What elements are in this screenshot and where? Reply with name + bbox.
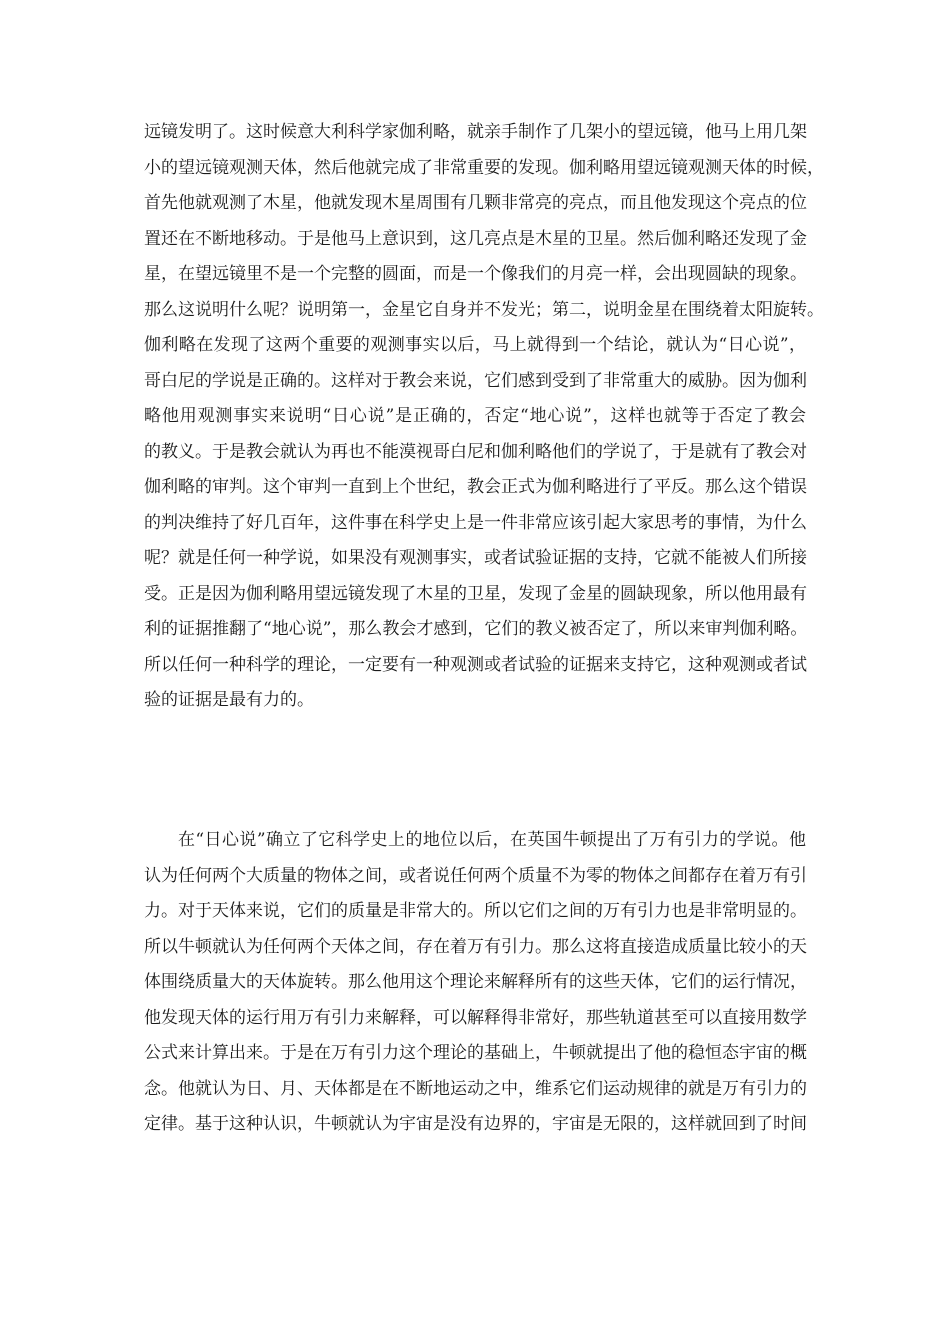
text-line: 远镜发明了。这时候意大利科学家伽利略，就亲手制作了几架小的望远镜，他马上用几架	[144, 122, 807, 142]
text-line: 首先他就观测了木星，他就发现木星周围有几颗非常亮的亮点，而且他发现这个亮点的位	[144, 193, 807, 213]
text-line: 念。他就认为日、月、天体都是在不断地运动之中，维系它们运动规律的就是万有引力的	[144, 1078, 807, 1099]
text-line: 他发现天体的运行用万有引力来解释，可以解释得非常好，那些轨道甚至可以直接用数学	[144, 1007, 807, 1028]
text-line: 认为任何两个大质量的物体之间，或者说任何两个质量不为零的物体之间都存在着万有引	[144, 865, 807, 886]
text-line: 力。对于天体来说，它们的质量是非常大的。所以它们之间的万有引力也是非常明显的。	[144, 901, 807, 921]
text-line: 呢？就是任何一种学说，如果没有观测事实，或者试验证据的支持，它就不能被人们所接	[144, 548, 807, 568]
text-line: 那么这说明什么呢？说明第一，金星它自身并不发光；第二，说明金星在围绕着太阳旋转。	[144, 299, 824, 320]
paragraph-galileo	[144, 115, 824, 719]
text-line: 公式来计算出来。于是在万有引力这个理论的基础上，牛顿就提出了他的稳恒态宇宙的概	[144, 1043, 807, 1063]
text-line: 定律。基于这种认识，牛顿就认为宇宙是没有边界的，宇宙是无限的，这样就回到了时间	[144, 1114, 807, 1134]
text-line: 哥白尼的学说是正确的。这样对于教会来说，它们感到受到了非常重大的威胁。因为伽利	[144, 370, 807, 391]
text-line: 所以任何一种科学的理论，一定要有一种观测或者试验的证据来支持它，这种观测或者试	[144, 654, 807, 675]
text-line: 在“日心说”确立了它科学史上的地位以后，在英国牛顿提出了万有引力的学说。他	[178, 830, 806, 850]
paragraph-newton	[144, 823, 806, 1143]
text-line: 星，在望远镜里不是一个完整的圆面，而是一个像我们的月亮一样，会出现圆缺的现象。	[144, 264, 807, 284]
text-line: 的教义。于是教会就认为再也不能漠视哥白尼和伽利略他们的学说了，于是就有了教会对	[144, 441, 807, 462]
text-line: 体围绕质量大的天体旋转。那么他用这个理论来解释所有的这些天体，它们的运行情况，	[144, 972, 807, 992]
text-line: 受。正是因为伽利略用望远镜发现了木星的卫星，发现了金星的圆缺现象，所以他用最有	[144, 583, 807, 604]
text-line: 伽利略的审判。这个审判一直到上个世纪，教会正式为伽利略进行了平反。那么这个错误	[144, 477, 807, 497]
text-line: 略他用观测事实来说明“日心说”是正确的，否定“地心说”，这样也就等于否定了教会	[144, 406, 806, 426]
text-line: 伽利略在发现了这两个重要的观测事实以后，马上就得到一个结论，就认为“日心说”，	[144, 335, 806, 355]
text-line: 利的证据推翻了“地心说”，那么教会才感到，它们的教义被否定了，所以来审判伽利略。	[144, 619, 808, 639]
text-line: 置还在不断地移动。于是他马上意识到，这几亮点是木星的卫星。然后伽利略还发现了金	[144, 228, 807, 249]
text-line: 小的望远镜观测天体，然后他就完成了非常重要的发现。伽利略用望远镜观测天体的时候，	[144, 157, 824, 178]
text-line: 验的证据是最有力的。	[144, 690, 314, 710]
text-line: 的判决维持了好几百年，这件事在科学史上是一件非常应该引起大家思考的事情，为什么	[144, 512, 807, 533]
text-line: 所以牛顿就认为任何两个天体之间，存在着万有引力。那么这将直接造成质量比较小的天	[144, 936, 807, 957]
